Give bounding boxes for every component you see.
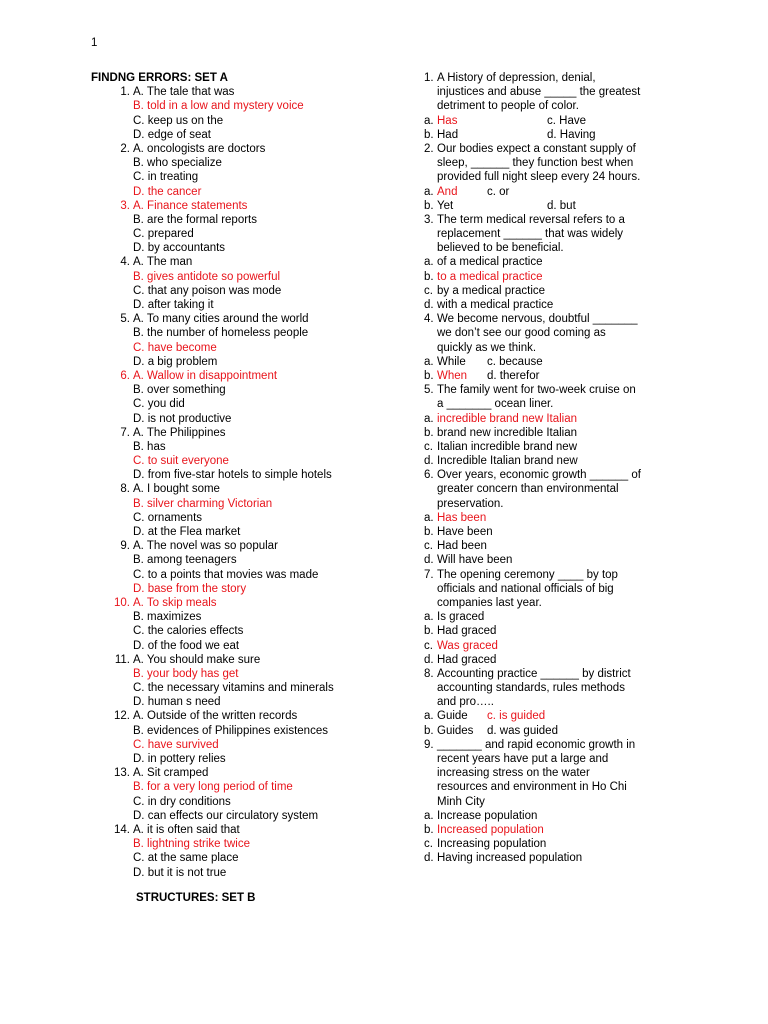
structure-line <box>424 213 694 227</box>
structure-line <box>424 482 694 496</box>
item-text: officials and national officials of big <box>437 582 614 595</box>
item-text: While <box>437 355 466 368</box>
error-option-line <box>91 596 411 610</box>
option-text: B. gives antidote so powerful <box>133 270 281 283</box>
error-option-line <box>91 653 411 667</box>
structure-line <box>424 85 694 99</box>
structure-line <box>424 156 694 170</box>
error-option-line <box>91 766 411 780</box>
option-text: A. Sit cramped <box>133 767 209 780</box>
item-text: Had graced <box>437 653 497 666</box>
structure-line <box>424 199 694 213</box>
option-text: C. in dry conditions <box>133 795 231 808</box>
item-text: of a medical practice <box>437 256 543 269</box>
item-text: to a medical practice <box>437 270 543 283</box>
option-text: D. edge of seat <box>133 128 211 141</box>
structure-line <box>424 284 694 298</box>
item-marker: 6. <box>424 469 434 482</box>
item-text: incredible brand new Italian <box>437 412 578 425</box>
item-text: The term medical reversal refers to a <box>437 213 625 226</box>
option-text: D. of the food we eat <box>133 639 240 652</box>
question-number: 7. <box>120 426 130 439</box>
second-option-text: c. Have <box>547 114 586 127</box>
option-text: B. over something <box>133 384 226 397</box>
option-text: C. the necessary vitamins and minerals <box>133 682 334 695</box>
finding-errors-column <box>91 71 411 880</box>
item-text: The family went for two-week cruise on <box>437 384 636 397</box>
item-text: Will have been <box>437 554 513 567</box>
structure-line <box>424 681 694 695</box>
structure-line <box>424 142 694 156</box>
structure-line <box>424 553 694 567</box>
error-option-line <box>91 170 411 184</box>
structure-line <box>424 99 694 113</box>
option-text: C. that any poison was mode <box>133 284 282 297</box>
structure-line <box>424 71 694 85</box>
error-option-line <box>91 213 411 227</box>
structure-line <box>424 355 694 369</box>
question-number: 11. <box>114 653 130 666</box>
structure-line <box>424 397 694 411</box>
structures-column <box>424 71 694 866</box>
error-option-line <box>91 511 411 525</box>
item-marker: b. <box>424 199 434 212</box>
item-text: increasing stress on the water <box>437 767 590 780</box>
option-text: A. I bought some <box>133 483 220 496</box>
option-text: A. The tale that was <box>133 86 235 99</box>
structure-line <box>424 766 694 780</box>
error-option-line <box>91 412 411 426</box>
item-marker: b. <box>424 426 434 439</box>
error-option-line <box>91 326 411 340</box>
error-option-line <box>91 823 411 837</box>
error-option-line <box>91 199 411 213</box>
structure-line <box>424 412 694 426</box>
option-text: D. can effects our circulatory system <box>133 809 319 822</box>
item-marker: a. <box>424 185 434 198</box>
structure-line <box>424 823 694 837</box>
item-text: Increased population <box>437 823 544 836</box>
structure-line <box>424 851 694 865</box>
item-text: The opening ceremony ____ by top <box>437 568 618 581</box>
item-text: Had been <box>437 540 487 553</box>
option-text: A. You should make sure <box>133 653 261 666</box>
structure-line <box>424 752 694 766</box>
option-text: A. Outside of the written records <box>133 710 298 723</box>
option-text: D. human s need <box>133 696 221 709</box>
question-number: 9. <box>120 540 130 553</box>
option-text: C. to a points that movies was made <box>133 568 319 581</box>
option-text: A. oncologists are doctors <box>133 142 266 155</box>
item-marker: c. <box>424 440 433 453</box>
structure-line <box>424 667 694 681</box>
structure-line <box>424 497 694 511</box>
item-text: Over years, economic growth ______ of <box>437 469 641 482</box>
item-text: detriment to people of color. <box>437 100 579 113</box>
error-option-line <box>91 383 411 397</box>
option-text: C. you did <box>133 398 185 411</box>
item-text: Minh City <box>437 795 485 808</box>
structure-line <box>424 780 694 794</box>
error-option-line <box>91 341 411 355</box>
question-number: 10. <box>114 596 130 609</box>
structure-line <box>424 369 694 383</box>
item-text: Has <box>437 114 458 127</box>
error-option-line <box>91 624 411 638</box>
item-text: believed to be beneficial. <box>437 242 564 255</box>
option-text: C. prepared <box>133 228 194 241</box>
item-text: Is graced <box>437 611 485 624</box>
option-text: C. have become <box>133 341 217 354</box>
item-text: And <box>437 185 458 198</box>
option-text: B. evidences of Philippines existences <box>133 724 328 737</box>
option-text: D. from five-star hotels to simple hotels <box>133 469 332 482</box>
item-text: Has been <box>437 511 487 524</box>
structure-line <box>424 724 694 738</box>
item-text: _______ and rapid economic growth in <box>437 738 636 751</box>
structure-line <box>424 341 694 355</box>
error-option-line <box>91 738 411 752</box>
item-marker: 7. <box>424 568 434 581</box>
structure-line <box>424 128 694 142</box>
error-option-line <box>91 355 411 369</box>
option-text: D. by accountants <box>133 242 226 255</box>
structure-line <box>424 596 694 610</box>
structure-line <box>424 511 694 525</box>
error-option-line <box>91 255 411 269</box>
structure-line <box>424 326 694 340</box>
structure-line <box>424 426 694 440</box>
error-option-line <box>91 312 411 326</box>
item-marker: a. <box>424 355 434 368</box>
second-option-text: d. but <box>547 199 576 212</box>
item-marker: 2. <box>424 142 434 155</box>
question-number: 8. <box>120 483 130 496</box>
error-option-line <box>91 724 411 738</box>
option-text: B. are the formal reports <box>133 213 257 226</box>
item-marker: b. <box>424 625 434 638</box>
structure-line <box>424 610 694 624</box>
item-text: Had <box>437 128 459 141</box>
option-text: A. To many cities around the world <box>133 313 309 326</box>
item-text: Having increased population <box>437 852 583 865</box>
question-number: 12. <box>114 710 130 723</box>
item-text: by a medical practice <box>437 284 546 297</box>
item-text: Our bodies expect a constant supply of <box>437 142 636 155</box>
structure-line <box>424 298 694 312</box>
item-marker: b. <box>424 526 434 538</box>
option-text: B. has <box>133 440 166 453</box>
option-text: A. it is often said that <box>133 823 240 836</box>
item-text: Increasing population <box>437 838 547 851</box>
structures-question-list <box>424 71 694 866</box>
option-text: B. your body has get <box>133 667 239 680</box>
option-text: D. but it is not true <box>133 866 227 879</box>
question-number: 14. <box>114 823 130 836</box>
error-option-line <box>91 369 411 383</box>
option-text: A. The man <box>133 256 193 269</box>
item-text: with a medical practice <box>437 299 554 311</box>
finding-errors-title: FINDNG ERRORS: SET A <box>91 72 228 84</box>
error-option-line <box>91 497 411 511</box>
option-text: C. in treating <box>133 171 199 184</box>
option-text: B. who specialize <box>133 157 222 170</box>
item-marker: a. <box>424 511 434 524</box>
error-option-line <box>91 426 411 440</box>
question-number: 6. <box>120 369 130 382</box>
question-number: 2. <box>120 142 130 155</box>
item-marker: 3. <box>424 213 434 226</box>
item-marker: a. <box>424 256 434 269</box>
error-option-line <box>91 298 411 312</box>
option-text: D. at the Flea market <box>133 526 241 538</box>
error-option-line <box>91 440 411 454</box>
option-text: A. The novel was so popular <box>133 540 278 553</box>
item-text: quickly as we think. <box>437 341 537 354</box>
error-option-line <box>91 866 411 880</box>
item-marker: b. <box>424 270 434 283</box>
structure-line <box>424 568 694 582</box>
error-option-line <box>91 709 411 723</box>
item-text: Guide <box>437 710 468 723</box>
error-option-line <box>91 752 411 766</box>
option-text: D. the cancer <box>133 185 202 198</box>
item-marker: c. <box>424 838 433 851</box>
structure-line <box>424 383 694 397</box>
item-text: injustices and abuse _____ the greatest <box>437 86 641 99</box>
error-option-line <box>91 99 411 113</box>
item-marker: b. <box>424 369 434 382</box>
structure-line <box>424 695 694 709</box>
item-marker: c. <box>424 284 433 297</box>
error-option-line <box>91 525 411 539</box>
option-text: A. Finance statements <box>133 199 248 212</box>
item-marker: d. <box>424 554 434 567</box>
item-marker: b. <box>424 128 434 141</box>
error-option-line <box>91 85 411 99</box>
item-marker: 5. <box>424 384 434 397</box>
option-text: D. base from the story <box>133 582 247 595</box>
item-text: recent years have put a large and <box>437 753 609 765</box>
error-option-line <box>91 454 411 468</box>
second-option-text: d. was guided <box>487 724 558 737</box>
error-option-line <box>91 681 411 695</box>
option-text: C. the calories effects <box>133 625 244 638</box>
error-option-line <box>91 780 411 794</box>
option-text: D. in pottery relies <box>133 753 226 765</box>
item-text: preservation. <box>437 497 504 510</box>
option-text: B. silver charming Victorian <box>133 497 273 510</box>
item-text: We become nervous, doubtful _______ <box>437 313 638 326</box>
item-marker: c. <box>424 540 433 553</box>
item-marker: d. <box>424 852 434 865</box>
item-marker: d. <box>424 455 434 468</box>
structure-line <box>424 525 694 539</box>
error-option-line <box>91 397 411 411</box>
error-option-line <box>91 156 411 170</box>
error-option-line <box>91 270 411 284</box>
option-text: C. have survived <box>133 738 219 751</box>
item-text: Yet <box>437 199 454 212</box>
error-option-line <box>91 837 411 851</box>
item-text: resources and environment in Ho Chi <box>437 781 627 794</box>
structure-line <box>424 185 694 199</box>
error-option-line <box>91 639 411 653</box>
item-marker: 4. <box>424 313 434 326</box>
item-marker: a. <box>424 809 434 822</box>
structure-line <box>424 270 694 284</box>
structure-line <box>424 539 694 553</box>
finding-errors-list <box>91 85 411 880</box>
structure-line <box>424 709 694 723</box>
option-text: B. the number of homeless people <box>133 327 309 340</box>
error-option-line <box>91 553 411 567</box>
second-option-text: d. Having <box>547 128 596 141</box>
option-text: A. The Philippines <box>133 426 226 439</box>
item-marker: d. <box>424 653 434 666</box>
item-text: brand new incredible Italian <box>437 426 578 439</box>
item-marker: 1. <box>424 72 434 84</box>
item-marker: b. <box>424 823 434 836</box>
option-text: A. To skip meals <box>133 596 217 609</box>
item-marker: a. <box>424 412 434 425</box>
structure-line <box>424 837 694 851</box>
structure-line <box>424 454 694 468</box>
structures-title: STRUCTURES: SET B <box>136 892 256 904</box>
question-number: 13. <box>114 767 130 780</box>
item-text: Had graced <box>437 625 497 638</box>
second-option-text: c. is guided <box>487 710 546 723</box>
error-option-line <box>91 128 411 142</box>
option-text: D. is not productive <box>133 412 232 425</box>
item-text: A History of depression, denial, <box>437 72 596 84</box>
structure-line <box>424 468 694 482</box>
error-option-line <box>91 539 411 553</box>
option-text: B. told in a low and mystery voice <box>133 100 304 113</box>
item-text: we don’t see our good coming as <box>437 327 606 340</box>
error-option-line <box>91 241 411 255</box>
item-text: sleep, ______ they function best when <box>437 157 634 170</box>
item-text: companies last year. <box>437 596 542 609</box>
item-marker: a. <box>424 114 434 127</box>
item-text: Guides <box>437 724 474 737</box>
error-option-line <box>91 610 411 624</box>
option-text: C. ornaments <box>133 511 203 524</box>
error-option-line <box>91 795 411 809</box>
question-number: 4. <box>120 256 130 269</box>
error-option-line <box>91 142 411 156</box>
item-text: Have been <box>437 526 493 538</box>
structure-line <box>424 639 694 653</box>
error-option-line <box>91 851 411 865</box>
item-text: accounting standards, rules methods <box>437 682 625 695</box>
error-option-line <box>91 582 411 596</box>
error-option-line <box>91 809 411 823</box>
item-marker: 8. <box>424 667 434 680</box>
option-text: C. at the same place <box>133 852 239 865</box>
option-text: D. a big problem <box>133 355 218 368</box>
structure-line <box>424 255 694 269</box>
item-text: Increase population <box>437 809 538 822</box>
structure-line <box>424 241 694 255</box>
option-text: B. among teenagers <box>133 554 237 567</box>
option-text: B. lightning strike twice <box>133 838 250 851</box>
structure-line <box>424 653 694 667</box>
item-text: a _______ ocean liner. <box>437 398 554 411</box>
option-text: B. maximizes <box>133 611 202 624</box>
second-option-text: c. because <box>487 355 543 368</box>
item-marker: d. <box>424 299 434 311</box>
item-text: Italian incredible brand new <box>437 440 578 453</box>
error-option-line <box>91 114 411 128</box>
structure-line <box>424 738 694 752</box>
second-option-text: c. or <box>487 185 510 198</box>
option-text: C. keep us on the <box>133 114 224 127</box>
item-text: provided full night sleep every 24 hours. <box>437 171 641 184</box>
option-text: A. Wallow in disappointment <box>133 369 278 382</box>
structure-line <box>424 114 694 128</box>
structure-line <box>424 809 694 823</box>
error-option-line <box>91 468 411 482</box>
item-text: Incredible Italian brand new <box>437 455 578 468</box>
item-text: When <box>437 369 468 382</box>
question-number: 5. <box>120 313 130 326</box>
page-number: 1 <box>91 37 98 49</box>
item-text: Accounting practice ______ by district <box>437 667 631 680</box>
item-marker: b. <box>424 724 434 737</box>
question-number: 1. <box>120 86 130 99</box>
structure-line <box>424 170 694 184</box>
error-option-line <box>91 695 411 709</box>
item-marker: c. <box>424 639 433 652</box>
structure-line <box>424 440 694 454</box>
item-text: Was graced <box>437 639 498 652</box>
structure-line <box>424 582 694 596</box>
item-marker: a. <box>424 611 434 624</box>
item-marker: 9. <box>424 738 434 751</box>
option-text: C. to suit everyone <box>133 455 229 468</box>
error-option-line <box>91 227 411 241</box>
question-number: 3. <box>120 199 130 212</box>
item-text: and pro….. <box>437 696 494 709</box>
error-option-line <box>91 284 411 298</box>
structure-line <box>424 312 694 326</box>
error-option-line <box>91 667 411 681</box>
error-option-line <box>91 185 411 199</box>
second-option-text: d. therefor <box>487 369 540 382</box>
item-text: replacement ______ that was widely <box>437 228 624 241</box>
structure-line <box>424 624 694 638</box>
option-text: D. after taking it <box>133 299 214 311</box>
item-marker: a. <box>424 710 434 723</box>
structure-line <box>424 795 694 809</box>
structure-line <box>424 227 694 241</box>
error-option-line <box>91 568 411 582</box>
option-text: B. for a very long period of time <box>133 781 293 794</box>
item-text: greater concern than environmental <box>437 483 619 496</box>
error-option-line <box>91 482 411 496</box>
